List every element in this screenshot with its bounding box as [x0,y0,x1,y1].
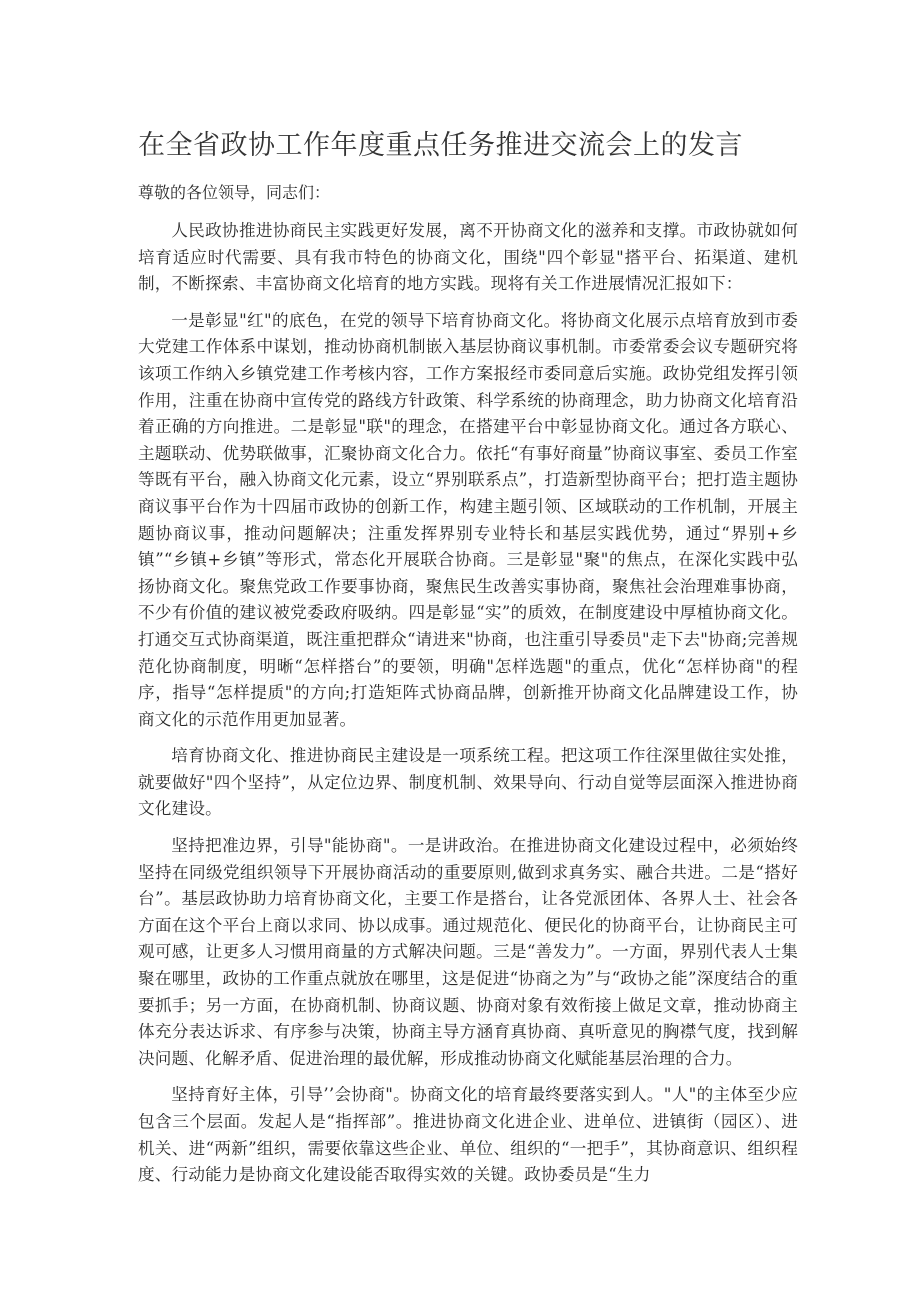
paragraph-subject: 坚持育好主体，引导’’会协商"。协商文化的培育最终要落实到人。"人"的主体至少应包含三个层面。发起人是“指挥部”。推进协商文化进企业、进单位、进镇街（园区）、进机关、进“两新”组织，需要依靠这些企业、单位、组织的“一把手”，其协商意识、组织程度、行动能力是协商文化建设能否取得实效的关键。政协委员是“生力 [138,1085,798,1185]
paragraph-intro: 人民政协推进协商民主实践更好发展，离不开协商文化的滋养和支撑。市政协就如何培育适应时代需要、具有我市特色的协商文化，围绕"四个彰显"搭平台、拓渠道、建机制，不断探索、丰富协商文化培育的地方实践。现将有关工作进展情况汇报如下： [138,221,798,294]
document-page [138,118,798,1199]
salutation: 尊敬的各位领导，同志们： [138,183,331,202]
document-title: 在全省政协工作年度重点任务推进交流会上的发言 [138,130,743,161]
paragraph-system-engineering: 培育协商文化、推进协商民主建设是一项系统工程。把这项工作往深里做往实处推，就要做好"四个坚持”，从定位边界、制度机制、效果导向、行动自觉等层面深入推进协商文化建设。 [138,746,798,819]
paragraph-four-highlights: 一是彰显"红"的底色，在党的领导下培育协商文化。将协商文化展示点培育放到市委大党建工作体系中谋划，推动协商机制嵌入基层协商议事机制。市委常委会议专题研究将该项工作纳入乡镇党建工作考核内容，工作方案报经市委同意后实施。政协党组发挥引领作用，注重在协商中宣传党的路线方针政策、科学系统的协商理念，助力协商文化培育沿着正确的方向推进。二是彰显"联"的理念，在搭建平台中彰显协商文化。通过各方联心、主题联动、优势联做事，汇聚协商文化合力。依托“有事好商量”协商议事室、委员工作室等既有平台，融入协商文化元素，设立“界别联系点”，打造新型协商平台；把打造主题协商议事平台作为十四届市政协的创新工作，构建主题引领、区域联动的工作机制，开展主题协商议事，推动问题解决；注重发挥界别专业特长和基层实践优势，通过“界别+乡镇”“乡镇+乡镇”等形式，常态化开展联合协商。三是彰显"聚"的焦点，在深化实践中弘扬协商文化。聚焦党政工作要事协商，聚焦民生改善实事协商，聚焦社会治理难事协商，不少有价值的建议被党委政府吸纳。四是彰显“实”的质效，在制度建设中厚植协商文化。打通交互式协商渠道，既注重把群众“请进来"协商，也注重引导委员"走下去"协商;完善规范化协商制度，明晰“怎样搭台”的要领，明确"怎样选题"的重点，优化“怎样协商"的程序，指导“怎样提质"的方向;打造矩阵式协商品牌，创新推开协商文化品牌建设工作，协商文化的示范作用更加显著。 [138,310,798,729]
paragraph-boundary: 坚持把准边界，引导"能协商"。一是讲政治。在推进协商文化建设过程中，必须始终坚持在同级党组织领导下开展协商活动的重要原则,做到求真务实、融合共进。二是“搭好台”。基层政协助力培育协商文化，主要工作是搭台，让各党派团体、各界人士、社会各方面在这个平台上商以求同、协以成事。通过规范化、便民化的协商平台，让协商民主可观可感，让更多人习惯用商量的方式解决问题。三是“善发力”。一方面，界别代表人士集聚在哪里，政协的工作重点就放在哪里，这是促进“协商之为”与“政协之能”深度结合的重要抓手；另一方面，在协商机制、协商议题、协商对象有效衔接上做足文章，推动协商主体充分表达诉求、有序参与决策，协商主导方涵育真协商、真听意见的胸襟气度，找到解决问题、化解矛盾、促进治理的最优解，形成推动协商文化赋能基层治理的合力。 [138,836,798,1068]
